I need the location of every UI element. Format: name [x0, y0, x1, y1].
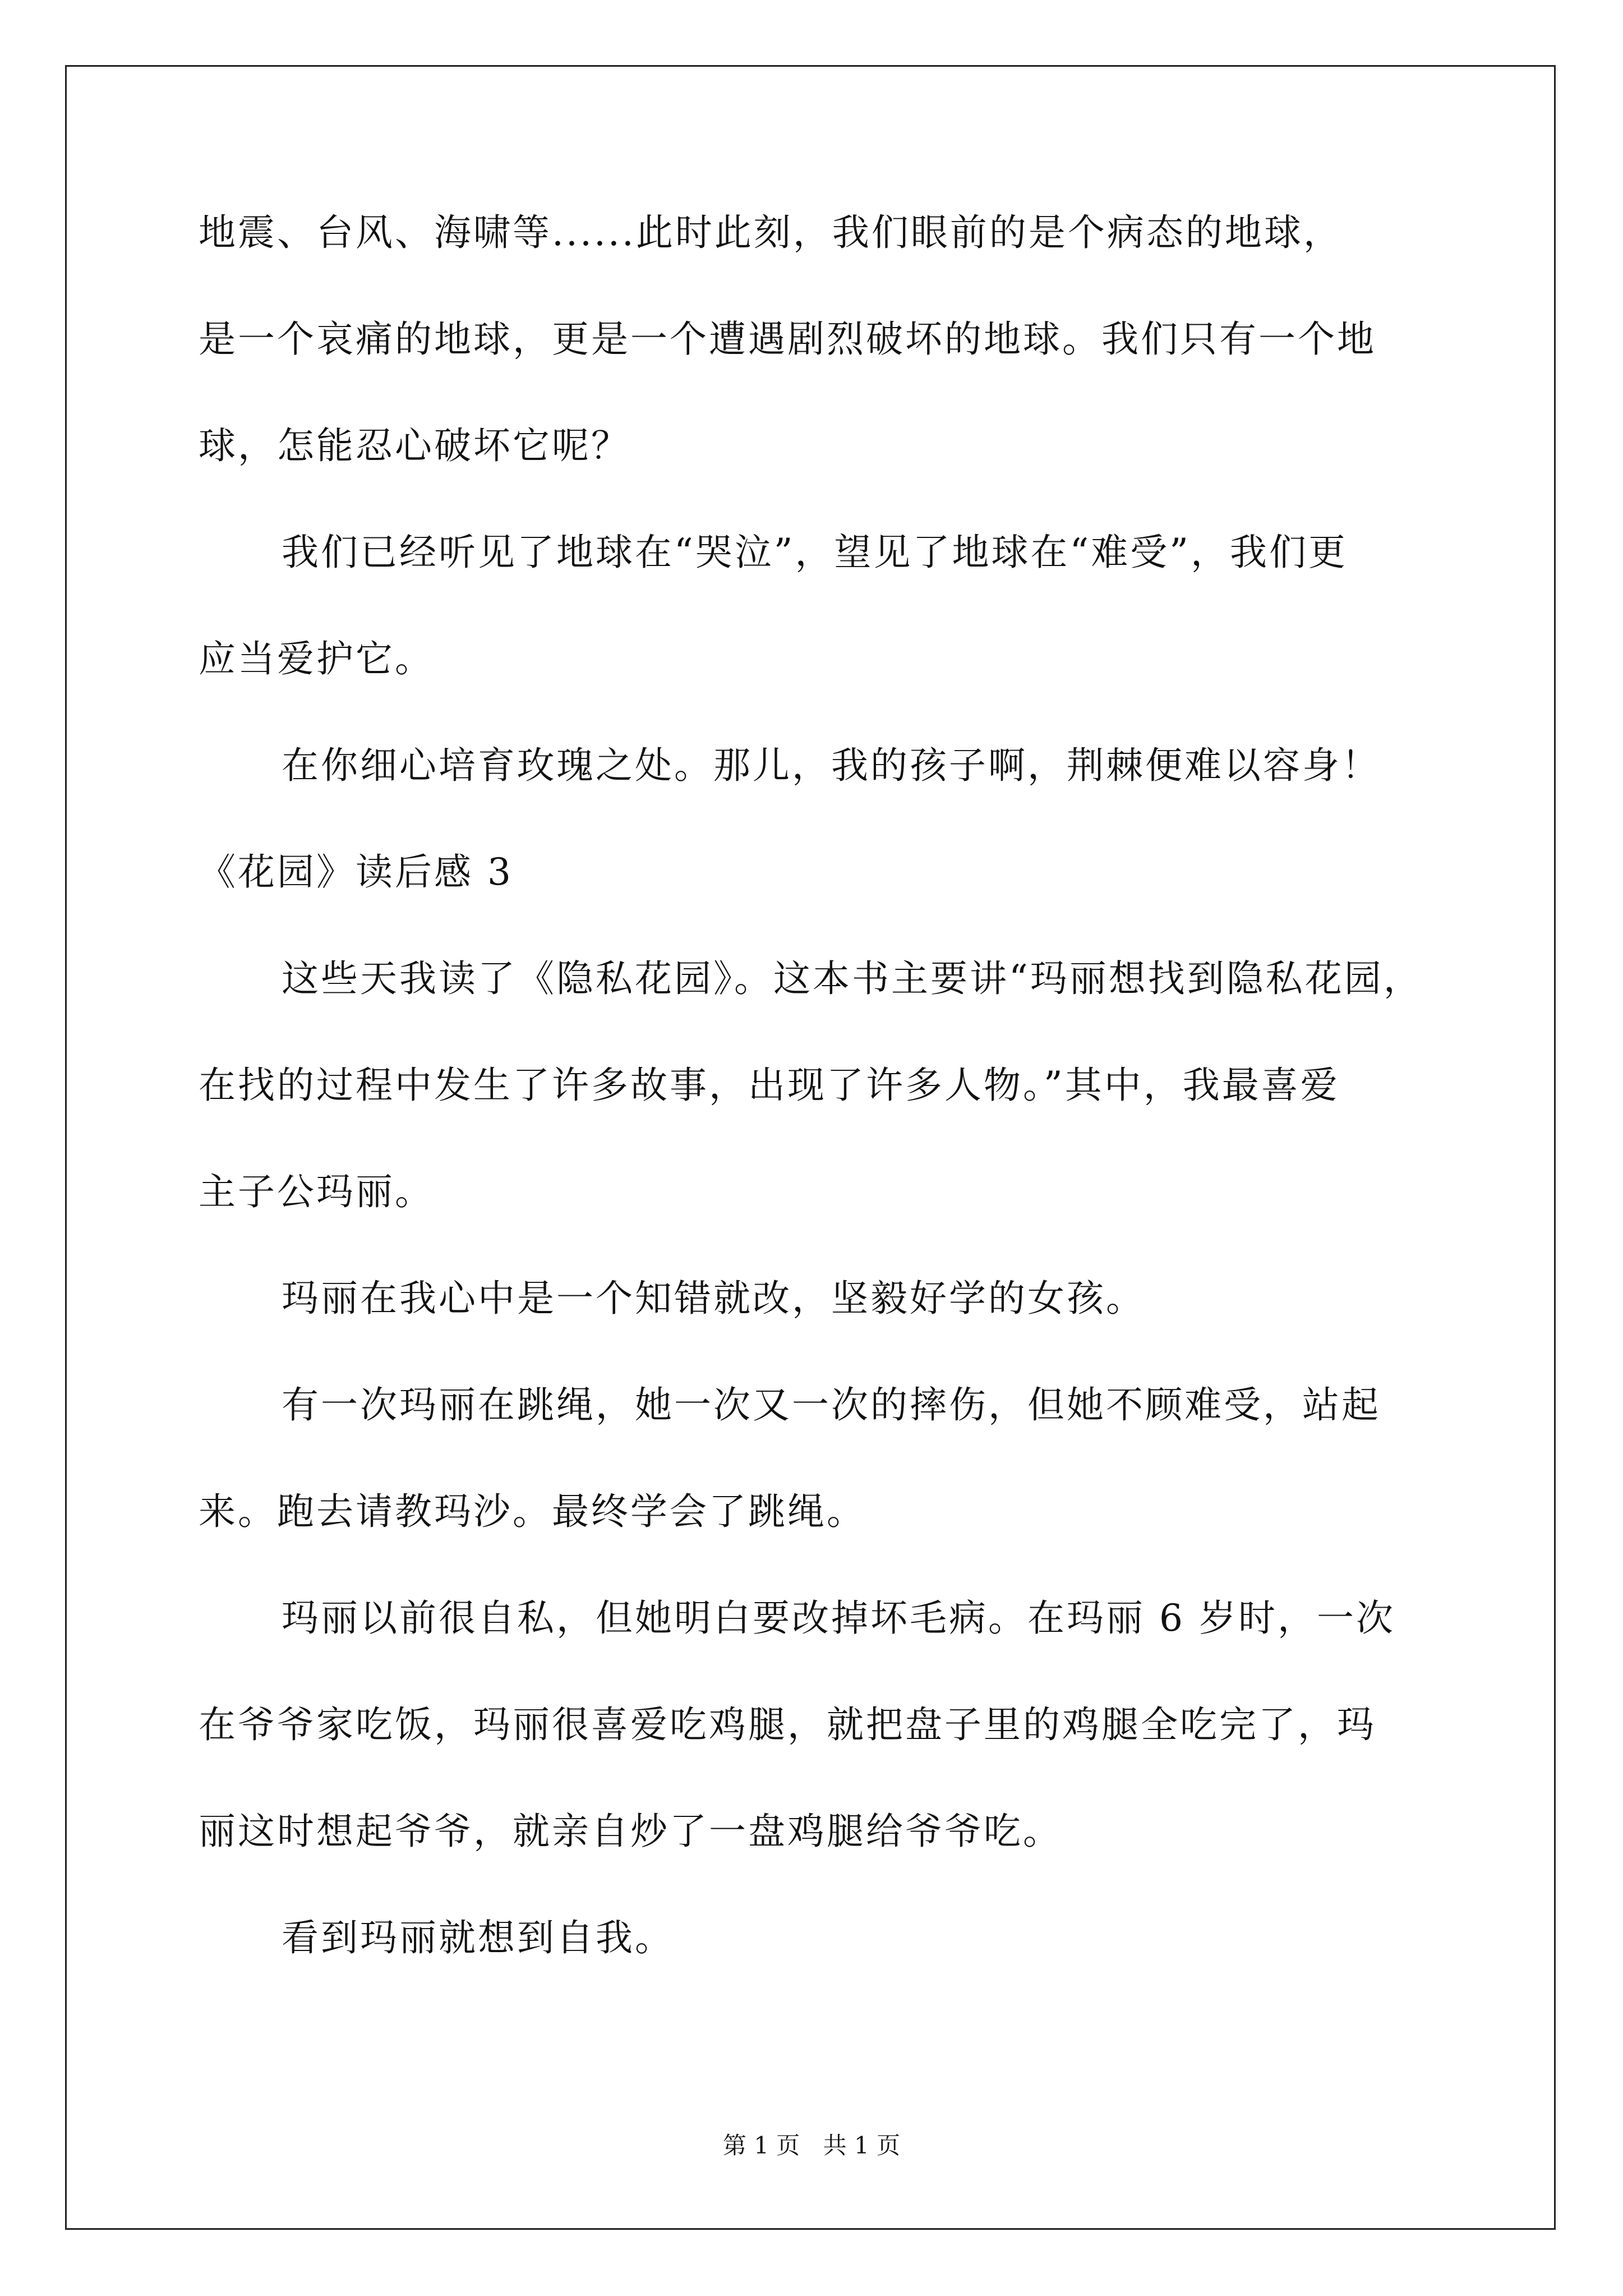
page-footer [0, 2132, 1623, 2160]
paragraph-start-line: 在你细心培育玫瑰之处。那儿，我的孩子啊，荆棘便难以容身！ [282, 744, 1381, 787]
text-line: 主子公玛丽。 [199, 1170, 434, 1213]
paragraph-start-line: 玛丽在我心中是一个知错就改，坚毅好学的女孩。 [282, 1277, 1145, 1320]
text-line: 是一个哀痛的地球，更是一个遭遇剧烈破坏的地球。我们只有一个地 [199, 318, 1376, 361]
paragraph-start-line: 这些天我读了《隐私花园》。这本书主要讲“玛丽想找到隐私花园， [282, 957, 1423, 1000]
text-line: 在找的过程中发生了许多故事，出现了许多人物。”其中，我最喜爱 [199, 1064, 1340, 1107]
text-line: 来。跑去请教玛沙。最终学会了跳绳。 [199, 1490, 866, 1533]
page-total: 共 1 页 [823, 2132, 901, 2159]
paragraph-start-line: 玛丽以前很自私，但她明白要改掉坏毛病。在玛丽 6 岁时，一次 [282, 1596, 1395, 1640]
paragraph-start-line: 有一次玛丽在跳绳，她一次又一次的摔伤，但她不顾难受，站起 [282, 1383, 1381, 1427]
text-line: 丽这时想起爷爷，就亲自炒了一盘鸡腿给爷爷吃。 [199, 1810, 1062, 1853]
page-number: 第 1 页 [722, 2132, 800, 2159]
text-line: 在爷爷家吃饭，玛丽很喜爱吃鸡腿，就把盘子里的鸡腿全吃完了，玛 [199, 1703, 1376, 1746]
paragraph-start-line: 我们已经听见了地球在“哭泣”，望见了地球在“难受”，我们更 [282, 531, 1348, 574]
text-line: 球，怎能忍心破坏它呢？ [199, 424, 630, 467]
paragraph-start-line: 看到玛丽就想到自我。 [282, 1916, 674, 1959]
text-line: 应当爱护它。 [199, 637, 434, 680]
text-line: 地震、台风、海啸等......此时此刻，我们眼前的是个病态的地球， [199, 211, 1343, 254]
page-border [65, 65, 1556, 2230]
section-heading: 《花园》读后感 3 [199, 850, 513, 894]
